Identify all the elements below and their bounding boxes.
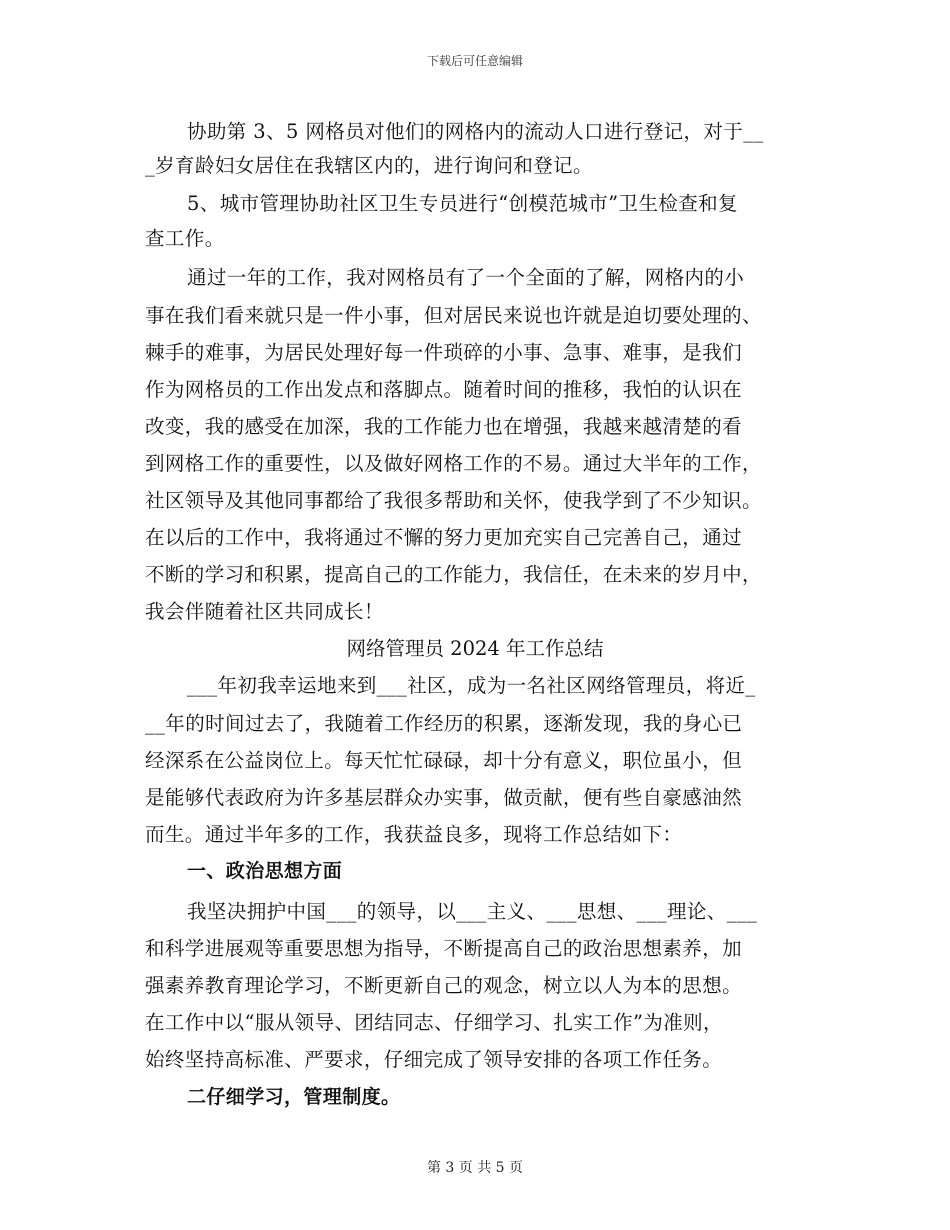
paragraph-line: ___年初我幸运地来到___社区，成为一名社区网络管理员，将近_ [187, 674, 756, 697]
paragraph-line: 不断的学习和积累，提高自己的工作能力，我信任，在未来的岁月中， [145, 563, 762, 586]
paragraph-line: 在工作中以“服从领导、团结同志、仔细学习、扎实工作”为准则， [145, 1011, 723, 1034]
paragraph-line: 事在我们看来就只是一件小事，但对居民来说也许就是迫切要处理的、 [145, 304, 762, 327]
paragraph-line: 我会伴随着社区共同成长！ [145, 600, 384, 623]
paragraph-line: _岁育龄妇女居住在我辖区内的，进行询问和登记。 [145, 154, 593, 177]
heading-study: 二仔细学习，管理制度。 [187, 1086, 401, 1108]
paragraph-line: 棘手的难事，为居民处理好每一件琐碎的小事、急事、难事，是我们 [145, 341, 743, 364]
paragraph-line: 作为网格员的工作出发点和落脚点。随着时间的推移，我怕的认识在 [145, 378, 743, 401]
paragraph-line: __年的时间过去了，我随着工作经历的积累，逐渐发现，我的身心已 [145, 712, 743, 735]
paragraph-line: 到网格工作的重要性，以及做好网格工作的不易。通过大半年的工作， [145, 452, 762, 475]
paragraph-line: 强素养教育理论学习，不断更新自己的观念，树立以人为本的思想。 [145, 974, 743, 997]
paragraph-line: 在以后的工作中，我将通过不懈的努力更加充实自己完善自己，通过 [145, 526, 743, 549]
paragraph-line: 改变，我的感受在加深，我的工作能力也在增强，我越来越清楚的看 [145, 415, 743, 438]
page-footer: 第 3 页 共 5 页 [426, 1160, 524, 1176]
paragraph-line: 经深系在公益岗位上。每天忙忙碌碌，却十分有意义，职位虽小，但 [145, 749, 743, 772]
paragraph-line: 社区领导及其他同事都给了我很多帮助和关怀，使我学到了不少知识。 [145, 489, 762, 512]
paragraph-line: 和科学进展观等重要思想为指导，不断提高自己的政治思想素养，加 [145, 937, 743, 960]
paragraph-line: 是能够代表政府为许多基层群众办实事，做贡献，便有些自豪感油然 [145, 786, 743, 809]
heading-political: 一、政治思想方面 [187, 860, 343, 882]
paragraph-line: 通过一年的工作，我对网格员有了一个全面的了解，网格内的小 [187, 266, 745, 289]
section-title: 网络管理员 2024 年工作总结 [346, 637, 604, 660]
paragraph-line: 而生。通过半年多的工作，我获益良多，现将工作总结如下： [145, 823, 683, 846]
paragraph-line: 查工作。 [145, 227, 225, 250]
paragraph-line: 5、城市管理协助社区卫生专员进行“创模范城市”卫生检查和复 [187, 192, 738, 215]
paragraph-line: 我坚决拥护中国___的领导，以___主义、___思想、___理论、___ [187, 900, 758, 923]
paragraph-line: 始终坚持高标准、严要求，仔细完成了领导安排的各项工作任务。 [145, 1048, 723, 1071]
paragraph-line: 协助第 3、5 网格员对他们的网格内的流动人口进行登记，对于__ [187, 120, 764, 143]
page-header: 下载后可任意编辑 [426, 54, 523, 68]
